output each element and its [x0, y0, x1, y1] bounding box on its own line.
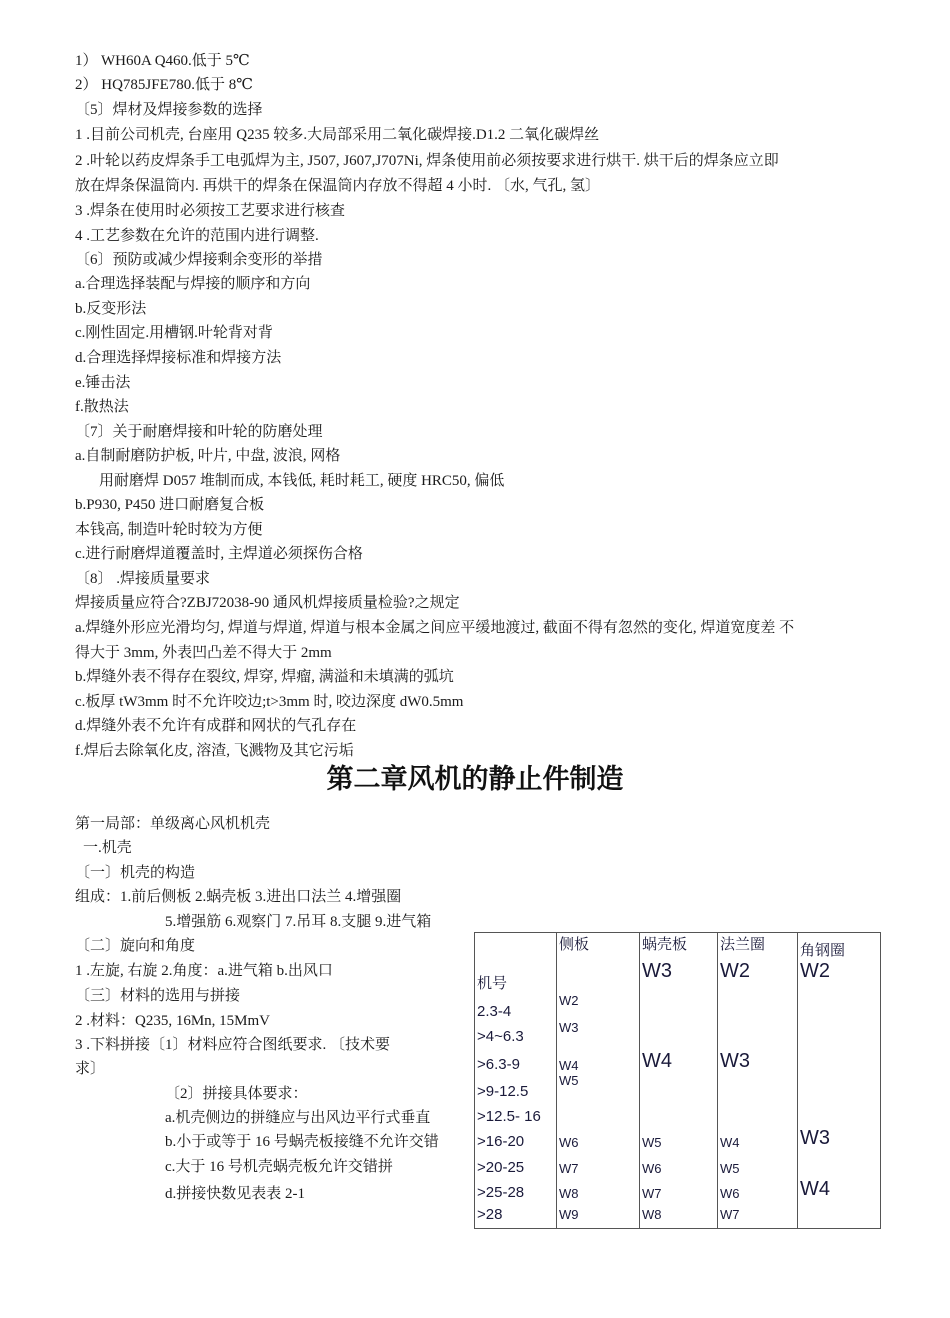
text-line: e.锤击法	[75, 375, 131, 391]
table-row	[475, 1020, 881, 1045]
table-cell: >9-12.5	[475, 1073, 557, 1100]
table-cell: W2	[557, 993, 640, 1020]
table-cell	[557, 960, 640, 993]
table-cell	[798, 1150, 881, 1176]
text-line: 3 .下料拼接〔1〕材料应符合图纸要求. 〔技术要	[75, 1037, 391, 1053]
text-line: 5.增强筋 6.观察门 7.吊耳 8.支腿 9.进气箱	[165, 914, 432, 930]
table-cell	[640, 993, 718, 1020]
text-line: c.板厚 tW3mm 时不允许咬边;t>3mm 时, 咬边深度 dW0.5mm	[75, 694, 464, 710]
text-line: c.大于 16 号机壳蜗壳板允许交错拼	[165, 1159, 393, 1175]
table-header-cell: 侧板	[557, 933, 640, 960]
text-line: f.散热法	[75, 399, 129, 415]
table-cell: W7	[640, 1176, 718, 1201]
text-line: 2 .材料：Q235, 16Mn, 15MmV	[75, 1013, 271, 1029]
text-line: 1 .左旋, 右旋 2.角度：a.进气箱 b.出风口	[75, 963, 333, 979]
text-line: 〔6〕预防或减少焊接剩余变形的举措	[75, 252, 323, 268]
text-line: 4 .工艺参数在允许的范围内进行调整.	[75, 228, 319, 244]
table-cell: W6	[557, 1125, 640, 1150]
text-line: 放在焊条保温筒内. 再烘干的焊条在保温筒内存放不得超 4 小时. 〔水, 气孔, 氢〕	[75, 178, 601, 194]
text-line: d.拼接快数见表表 2-1	[165, 1186, 305, 1202]
table-cell: W3	[640, 960, 718, 993]
table-cell: W5	[718, 1150, 798, 1176]
table-cell: W2	[798, 960, 881, 993]
table-cell: 2.3-4	[475, 993, 557, 1020]
table-cell	[557, 1100, 640, 1125]
table-row	[475, 1150, 881, 1176]
table-header-cell: 角钢圈	[798, 933, 881, 960]
table-cell	[798, 1073, 881, 1100]
table-cell: W4	[640, 1045, 718, 1073]
text-line: 〔8〕 .焊接质量要求	[75, 571, 211, 587]
text-line: c.进行耐磨焊道覆盖时, 主焊道必须探伤合格	[75, 546, 363, 562]
table-cell: W3	[798, 1125, 881, 1150]
text-line: 得大于 3mm, 外表凹凸差不得大于 2mm	[75, 645, 332, 661]
splice-count-table	[474, 932, 881, 1229]
text-line: 1 .目前公司机壳, 台座用 Q235 较多.大局部采用二氧化碳焊接.D1.2 二氧化碳焊丝	[75, 127, 600, 143]
table-cell: W4	[718, 1125, 798, 1150]
text-line: b.P930, P450 进口耐磨复合板	[75, 497, 265, 513]
table-cell: W8	[557, 1176, 640, 1201]
table-cell: W4	[798, 1176, 881, 1201]
table-cell: W8	[640, 1201, 718, 1229]
text-line: 一.机壳	[83, 840, 132, 856]
table-cell: >28	[475, 1201, 557, 1229]
table-cell: >16-20	[475, 1125, 557, 1150]
table-cell	[718, 1100, 798, 1125]
table-cell: W5	[640, 1125, 718, 1150]
text-line: c.刚性固定.用槽钢.叶轮背对背	[75, 325, 273, 341]
table-cell: >12.5- 16	[475, 1100, 557, 1125]
table-row	[475, 1073, 881, 1100]
text-line: 〔5〕焊材及焊接参数的选择	[75, 102, 263, 118]
text-line: a.自制耐磨防护板, 叶片, 中盘, 波浪, 网格	[75, 448, 341, 464]
table-cell: W4	[557, 1045, 640, 1073]
table-row	[475, 1125, 881, 1150]
table-cell: W9	[557, 1201, 640, 1229]
text-line: 2 .叶轮以药皮焊条手工电弧焊为主, J507, J607,J707Ni, 焊条使用前必须按要求进行烘干. 烘干后的焊条应立即	[75, 153, 779, 169]
table-cell	[798, 993, 881, 1020]
text-line: f.焊后去除氧化皮, 溶渣, 飞溅物及其它污垢	[75, 743, 354, 759]
table-cell	[798, 1100, 881, 1125]
table-cell: >4~6.3	[475, 1020, 557, 1045]
text-line: 焊接质量应符合?ZBJ72038-90 通风机焊接质量检验?之规定	[75, 595, 460, 611]
table-cell	[718, 993, 798, 1020]
text-line: 〔二〕旋向和角度	[75, 938, 196, 954]
table-cell	[798, 1045, 881, 1073]
text-line: b.小于或等于 16 号蜗壳板接缝不允许交错	[165, 1134, 439, 1150]
text-line: 〔三〕材料的选用与拼接	[75, 988, 241, 1004]
table-cell: W3	[557, 1020, 640, 1045]
table-cell	[718, 1073, 798, 1100]
table-cell: W6	[718, 1176, 798, 1201]
table-cell	[640, 1100, 718, 1125]
table-header-cell	[475, 933, 557, 960]
text-line: a.合理选择装配与焊接的顺序和方向	[75, 276, 311, 292]
table-cell	[798, 1020, 881, 1045]
table-cell: W7	[718, 1201, 798, 1229]
text-line: 用耐磨焊 D057 堆制而成, 本钱低, 耗时耗工, 硬度 HRC50, 偏低	[99, 473, 505, 489]
text-line: 第一局部：单级离心风机机壳	[75, 816, 271, 832]
text-line: 3 .焊条在使用时必须按工艺要求进行核查	[75, 203, 346, 219]
table-cell	[640, 1073, 718, 1100]
table-cell: >25-28	[475, 1176, 557, 1201]
text-line: a.焊缝外形应光滑均匀, 焊道与焊道, 焊道与根本金属之间应平缓地渡过, 截面不得有忽然的变化, 焊道宽度差 不	[75, 620, 795, 636]
text-line: 求〕	[75, 1061, 106, 1077]
text-line: 〔7〕关于耐磨焊接和叶轮的防磨处理	[75, 424, 323, 440]
table-cell	[718, 1020, 798, 1045]
table-cell	[640, 1020, 718, 1045]
table-cell: W7	[557, 1150, 640, 1176]
table-header-cell: 法兰圈	[718, 933, 798, 960]
text-line: 〔2〕拼接具体要求：	[165, 1086, 308, 1102]
table-row	[475, 1100, 881, 1125]
table-header-cell: 蜗壳板	[640, 933, 718, 960]
table-cell	[798, 1201, 881, 1229]
text-line: a.机壳侧边的拼缝应与出风边平行式垂直	[165, 1110, 431, 1126]
table-cell: >20-25	[475, 1150, 557, 1176]
text-line: 本钱高, 制造叶轮时较为方便	[75, 522, 263, 538]
text-line: d.焊缝外表不允许有成群和网状的气孔存在	[75, 718, 357, 734]
table-header-row	[475, 933, 881, 960]
text-line: d.合理选择焊接标准和焊接方法	[75, 350, 282, 366]
text-line: b.焊缝外表不得存在裂纹, 焊穿, 焊瘤, 满溢和未填满的弧坑	[75, 669, 454, 685]
table-cell: 机号	[475, 960, 557, 993]
table-cell: W5	[557, 1073, 640, 1100]
table-cell: >6.3-9	[475, 1045, 557, 1073]
chapter-title: 第二章风机的静止件制造	[326, 764, 624, 795]
table-row	[475, 993, 881, 1020]
table-row	[475, 1045, 881, 1073]
table-cell: W3	[718, 1045, 798, 1073]
table-row	[475, 1176, 881, 1201]
text-line: 2） HQ785JFE780.低于 8℃	[75, 77, 254, 93]
text-line: 组成：1.前后侧板 2.蜗壳板 3.进出口法兰 4.增强圈	[75, 889, 402, 905]
table-cell: W6	[640, 1150, 718, 1176]
table-cell: W2	[718, 960, 798, 993]
table-row	[475, 960, 881, 993]
text-line: b.反变形法	[75, 301, 147, 317]
table-row	[475, 1201, 881, 1229]
text-line: 1） WH60A Q460.低于 5℃	[75, 53, 250, 69]
text-line: 〔一〕机壳的构造	[75, 865, 196, 881]
